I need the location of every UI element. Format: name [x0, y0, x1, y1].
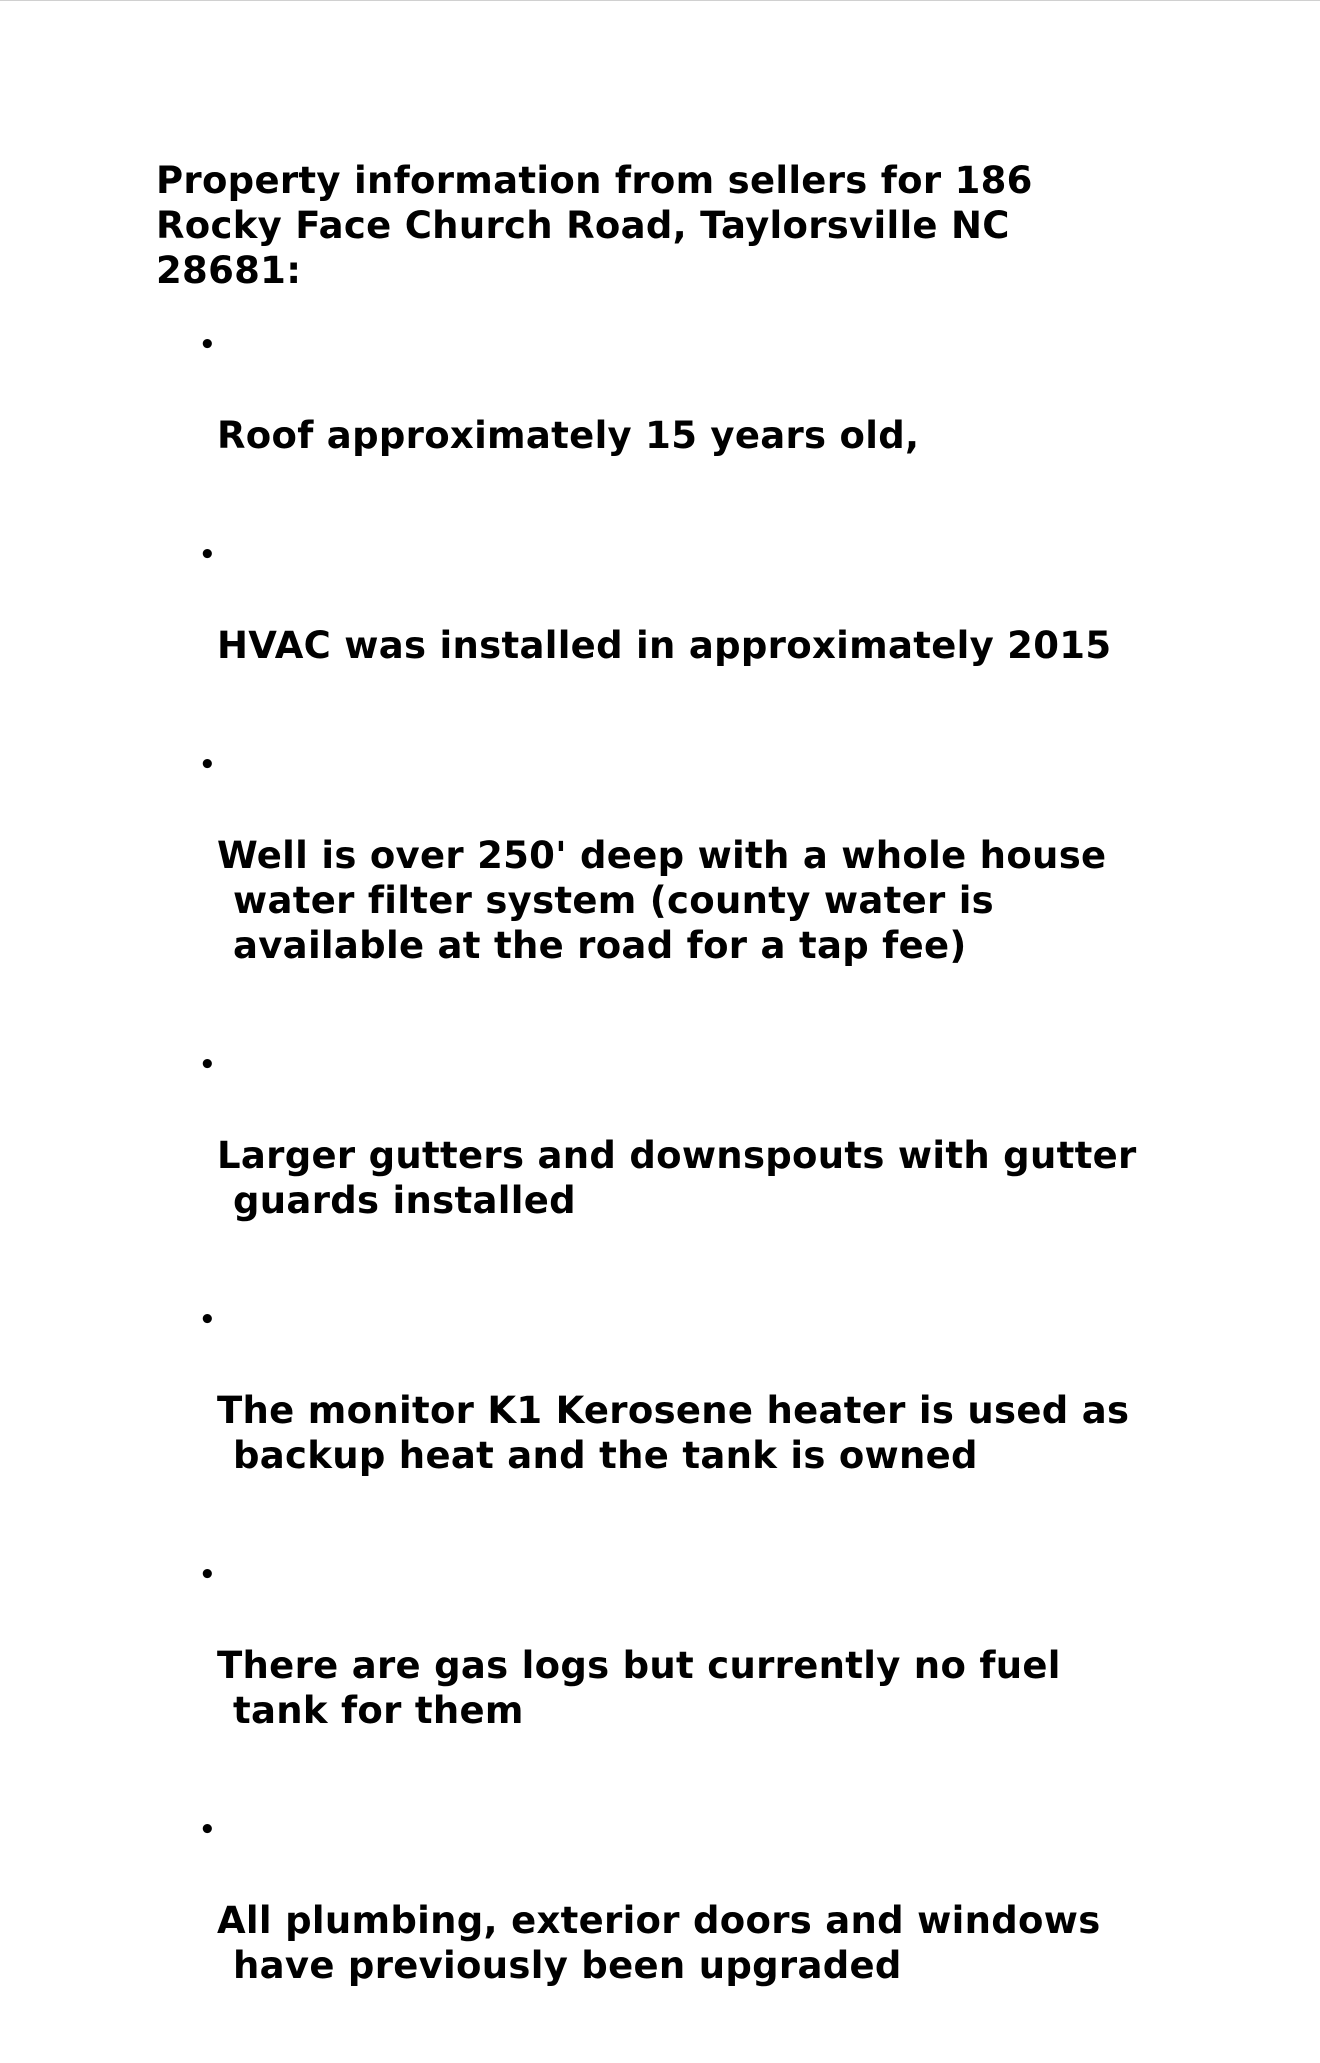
bullet-icon: • — [199, 750, 216, 780]
list-item-text: Roof approximately 15 years old, — [217, 414, 920, 457]
list-item-kerosene-heater — [156, 1298, 1196, 1523]
list-item-hvac — [156, 533, 1196, 713]
list-item-gutters — [156, 1043, 1196, 1268]
list-item-upgrades — [156, 1808, 1196, 2033]
bullet-icon: • — [199, 1050, 216, 1080]
list-item-text: All plumbing, exterior doors and windows have previously been upgraded — [217, 1899, 1101, 1987]
top-divider — [0, 0, 1320, 1]
bullet-icon: • — [199, 330, 216, 360]
bullet-icon: • — [199, 540, 216, 570]
list-item-gas-logs — [156, 1553, 1196, 1778]
bullet-icon: • — [199, 1815, 216, 1845]
property-facts-list — [156, 323, 1196, 2033]
list-item-text: Larger gutters and downspouts with gutter guards installed — [217, 1134, 1137, 1222]
property-info-heading: Property information from sellers for 186 Rocky Face Church Road, Taylorsville NC 28681: — [156, 159, 1033, 292]
property-info-document — [156, 158, 1196, 2063]
list-item-text: Well is over 250' deep with a whole house water filter system (county water is available at the road for a tap fee) — [217, 834, 1107, 967]
list-item-roof — [156, 323, 1196, 503]
bullet-icon: • — [199, 1305, 216, 1335]
list-item-text: There are gas logs but currently no fuel tank for them — [217, 1644, 1061, 1732]
bullet-icon: • — [199, 1560, 216, 1590]
list-item-text: HVAC was installed in approximately 2015 — [217, 624, 1112, 667]
list-item-text: The monitor K1 Kerosene heater is used as backup heat and the tank is owned — [217, 1389, 1130, 1477]
list-item-well — [156, 743, 1196, 1013]
